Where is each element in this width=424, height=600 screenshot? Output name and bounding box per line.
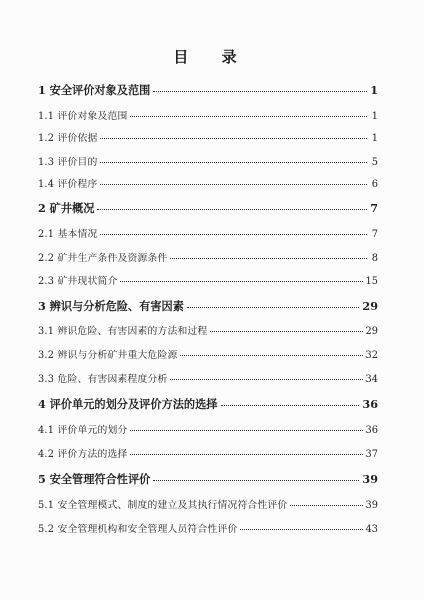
toc-entry <box>38 273 378 287</box>
toc-entry-page: 7 <box>371 229 378 240</box>
leader-dots <box>130 116 367 117</box>
toc-entry <box>38 82 378 96</box>
toc-entry <box>38 471 378 485</box>
toc-entry-label: 2.1 基本情况 <box>38 229 98 240</box>
page-title: 目 录 <box>173 48 251 66</box>
toc-entry <box>38 521 378 535</box>
toc-entry-label: 5 安全管理符合性评价 <box>38 472 151 486</box>
toc-entry <box>38 154 378 168</box>
leader-dots <box>187 307 359 308</box>
leader-dots <box>120 281 362 282</box>
toc-entry <box>38 323 378 337</box>
toc-entry-page: 29 <box>362 299 378 313</box>
toc-entry <box>38 108 378 122</box>
toc-entry <box>38 250 378 264</box>
leader-dots <box>170 379 362 380</box>
toc-entry <box>38 446 378 460</box>
toc-entry-label: 2.2 矿井生产条件及资源条件 <box>38 253 168 264</box>
toc-entry-page: 1 <box>371 133 378 144</box>
toc-entry-label: 1.2 评价依据 <box>38 133 98 144</box>
leader-dots <box>97 209 367 210</box>
toc-entry-label: 4.2 评价方法的选择 <box>38 449 128 460</box>
leader-dots <box>130 430 362 431</box>
toc-entry-page: 1 <box>371 111 378 122</box>
toc-entry <box>38 347 378 361</box>
toc-entry-label: 3 辨识与分析危险、有害因素 <box>38 299 184 313</box>
toc-entry <box>38 298 378 312</box>
toc-entry-page: 39 <box>362 472 378 486</box>
toc-entry-page: 36 <box>362 397 378 411</box>
toc-entry-label: 1.1 评价对象及范围 <box>38 111 128 122</box>
leader-dots <box>180 355 362 356</box>
toc-entry <box>38 130 378 144</box>
leader-dots <box>210 331 362 332</box>
toc-entry-page: 39 <box>365 500 378 511</box>
leader-dots <box>100 184 367 185</box>
toc-entry-page: 29 <box>365 326 378 337</box>
toc-entry <box>38 422 378 436</box>
leader-dots <box>153 91 367 92</box>
leader-dots <box>100 162 367 163</box>
toc-entry-page: 8 <box>371 253 378 264</box>
toc-entry-label: 4 评价单元的划分及评价方法的选择 <box>38 397 218 411</box>
leader-dots <box>240 529 362 530</box>
toc-entry-label: 5.1 安全管理模式、制度的建立及其执行情况符合性评价 <box>38 500 288 511</box>
toc-entry-page: 36 <box>365 425 378 436</box>
toc-entry-label: 1.3 评价目的 <box>38 157 98 168</box>
toc-entry-label: 3.1 辨识危险、有害因素的方法和过程 <box>38 326 208 337</box>
toc-entry-label: 2.3 矿井现状简介 <box>38 276 118 287</box>
toc-entry-label: 1 安全评价对象及范围 <box>38 83 151 97</box>
toc-entry <box>38 200 378 214</box>
toc-entry-label: 3.2 辨识与分析矿井重大危险源 <box>38 350 178 361</box>
toc-entry <box>38 497 378 511</box>
toc-entry-page: 32 <box>365 350 378 361</box>
toc-entry-page: 6 <box>371 179 378 190</box>
toc-entry-page: 5 <box>371 157 378 168</box>
leader-dots <box>100 138 367 139</box>
toc-entry-page: 1 <box>370 83 378 97</box>
leader-dots <box>221 405 360 406</box>
leader-dots <box>130 454 362 455</box>
toc-entry-label: 1.4 评价程序 <box>38 179 98 190</box>
leader-dots <box>290 505 362 506</box>
toc-entry-page: 37 <box>365 449 378 460</box>
leader-dots <box>170 258 367 259</box>
toc-entry-page: 15 <box>365 276 378 287</box>
toc-entry-page: 43 <box>365 524 378 535</box>
toc-entry <box>38 176 378 190</box>
toc-entry <box>38 396 378 410</box>
leader-dots <box>100 234 367 235</box>
toc-entry <box>38 371 378 385</box>
leader-dots <box>153 480 359 481</box>
toc-entry-label: 2 矿井概况 <box>38 201 95 215</box>
toc-entry-page: 7 <box>370 201 378 215</box>
toc-entry-label: 4.1 评价单元的划分 <box>38 425 128 436</box>
toc-entry <box>38 226 378 240</box>
toc-entry-label: 5.2 安全管理机构和安全管理人员符合性评价 <box>38 524 238 535</box>
toc-entry-label: 3.3 危险、有害因素程度分析 <box>38 374 168 385</box>
toc-entry-page: 34 <box>365 374 378 385</box>
